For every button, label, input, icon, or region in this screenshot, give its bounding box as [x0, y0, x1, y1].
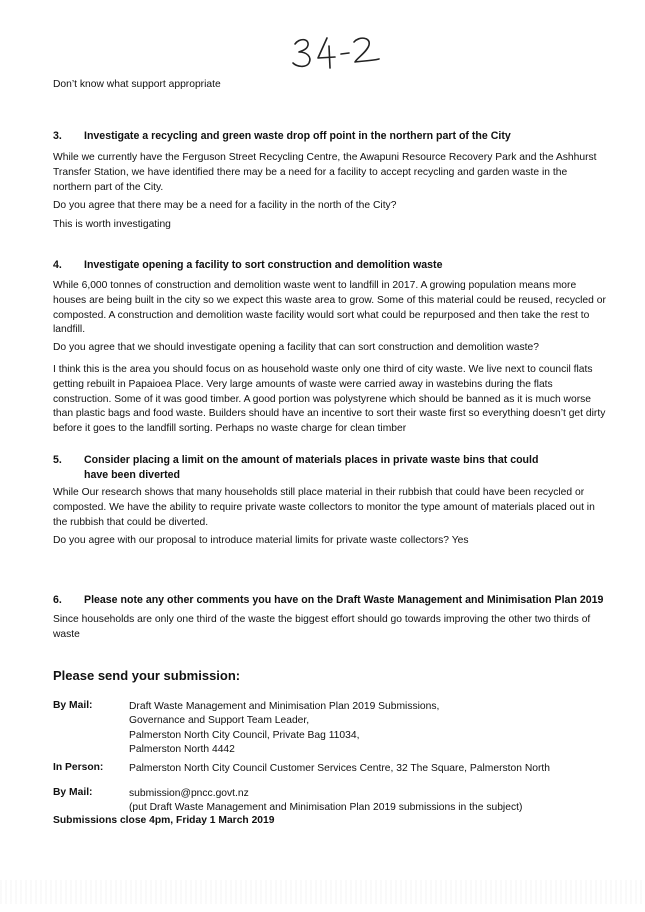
section-title: Investigate a recycling and green waste drop off point in the northern part of the City: [84, 130, 511, 142]
intro-answer: Don’t know what support appropriate: [53, 79, 221, 90]
section-number: 3.: [53, 130, 62, 142]
section-5-question: Do you agree with our proposal to introduce material limits for private waste collectors? Yes: [53, 535, 469, 546]
section-number: 6.: [53, 594, 62, 606]
address-line: Governance and Support Team Leader,: [129, 715, 310, 727]
email-block: [129, 787, 522, 816]
email-label: By Mail:: [53, 787, 93, 798]
section-5-description: While Our research shows that many households still place material in their rubbish that could have been recycled or composted. We have the ability to require private waste collectors to monitor the type amount of materials placed out in the rubbish that could be diverted.: [53, 487, 595, 528]
in-person-label: In Person:: [53, 762, 104, 773]
submission-title: Please send your submission:: [53, 668, 241, 683]
section-4-answer: I think this is the area you should focus on as household waste only one third of city waste. We live next to council flats getting rebuilt in Papaioea Place. Very large amounts of waste were carried away in wastebins during the flats construction. Some of it was good timber. A good portion was polystyrene which should be banned as it is much worse than plastic bags and food waste. Builders should have an incentive to sort their waste first so everything doesn’t get dirty before it goes to the landfill sorting. Perhaps no waste charge for clean timber: [53, 364, 606, 435]
section-number: 5.: [53, 454, 62, 466]
section-4-heading: [53, 258, 613, 274]
email-subject-note: (put Draft Waste Management and Minimisation Plan 2019 submissions in the subject): [129, 802, 523, 814]
mail-address: [129, 700, 439, 758]
address-line: Palmerston North City Council, Private Bag 11034,: [129, 729, 360, 741]
section-4-question: Do you agree that we should investigate opening a facility that can sort construction and demolition waste?: [53, 342, 539, 353]
section-6-answer: Since households are only one third of the waste the biggest effort should go towards improving the other two thirds of waste: [53, 614, 591, 640]
section-3-question: Do you agree that there may be a need for a facility in the north of the City?: [53, 200, 397, 211]
address-line: Draft Waste Management and Minimisation Plan 2019 Submissions,: [129, 701, 440, 712]
address-line: Palmerston North 4442: [129, 744, 235, 756]
section-4-description: While 6,000 tonnes of construction and demolition waste went to landfill in 2017. A growing population means more houses are being built in the city so we expect this waste area to grow. Some of this material could be reused, recycled or composted. A construction and demolition waste facility would sort what could be repurposed and then take the rest to landfill.: [53, 280, 606, 336]
section-title: Consider placing a limit on the amount of materials places in private waste bins that could have been diverted: [84, 454, 539, 481]
in-person-location: Palmerston North City Council Customer Services Centre, 32 The Square, Palmerston North: [129, 763, 551, 774]
section-title: Investigate opening a facility to sort construction and demolition waste: [84, 259, 443, 271]
mail-label: By Mail:: [53, 700, 93, 711]
scan-artifact-strip: [0, 880, 645, 904]
section-number: 4.: [53, 259, 62, 271]
section-3-description: While we currently have the Ferguson Street Recycling Centre, the Awapuni Resource Recovery Park and the Ashhurst Transfer Station, we have identified there may be a need for a facility to accept recycling and garden waste in the northern part of the City.: [53, 152, 597, 193]
handwritten-reference: [287, 30, 387, 72]
section-6-heading: [53, 593, 613, 609]
section-title: Please note any other comments you have on the Draft Waste Management and Minimisation Plan 2019: [84, 594, 604, 606]
submission-email-link[interactable]: submission@pncc.govt.nz: [129, 788, 249, 799]
submission-deadline: Submissions close 4pm, Friday 1 March 2019: [53, 815, 275, 826]
section-3-answer: This is worth investigating: [53, 219, 171, 230]
section-5-heading: [53, 453, 613, 483]
section-3-heading: [53, 129, 613, 145]
